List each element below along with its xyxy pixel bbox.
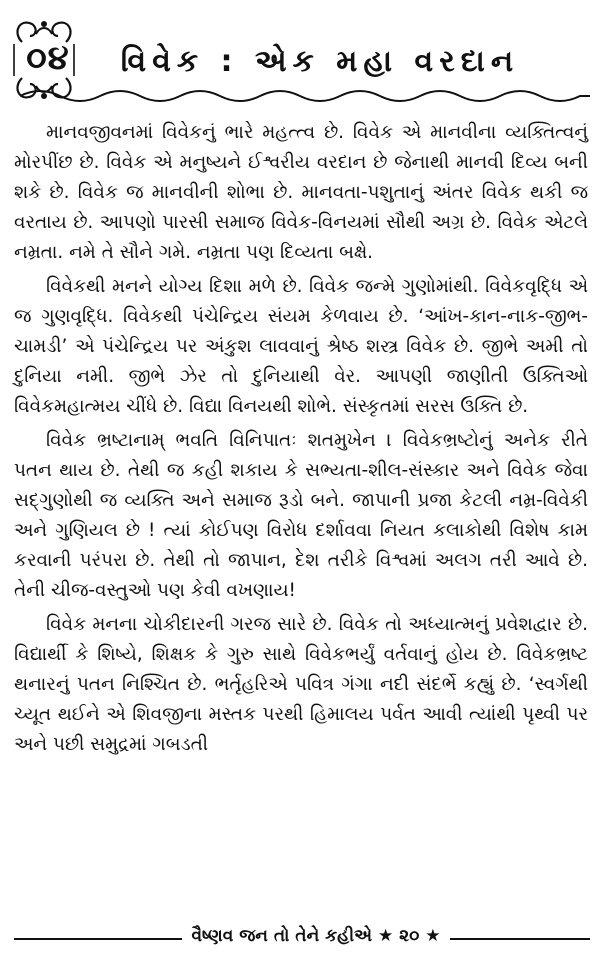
paragraph-1: માનવજીવનમાં વિવેકનું ભારે મહત્ત્વ છે. વિવેક એ માનવીના વ્યક્તિત્વનું મોરપીંછ છે. વિવેક એ મનુષ્યને ઈશ્વરીય વરદાન છે જેનાથી માનવી દિવ્ય બની શકે છે. વિવેક જ માનવીની શોભા છે. માનવતા-પશુતાનું અંતર વિવેક થકી જ વરતાય છે. આપણો પારસી સમાજ વિવેક-વિનયમાં સૌથી અગ્ર છે. વિવેક એટલે નમ્રતા. નમે તે સૌને ગમે. નમ્રતા પણ દિવ્યતા બક્ષે.: [14, 122, 588, 263]
chapter-number: ૦૪: [26, 38, 70, 78]
footer-rule-right: [450, 938, 590, 940]
page-title: વિવેક : એક મહા વરદાન: [120, 44, 520, 79]
chapter-header: [0, 0, 600, 110]
article-body: [14, 118, 588, 764]
page-footer: [0, 924, 600, 954]
wavy-divider-icon: [20, 84, 590, 108]
paragraph-2: વિવેકથી મનને યોગ્ય દિશા મળે છે. વિવેક જન્મે ગુણોમાંથી. વિવેકવૃદ્ધિ એ જ ગુણવૃદ્ધિ. વિવેકથી પંચેન્દ્રિય સંયમ કેળવાય છે. ‘આંખ-કાન-નાક-જીભ-ચામડી’ એ પંચેન્દ્રિય પર અંકુશ લાવવાનું શ્રેષ્ઠ શસ્ત્ર વિવેક છે. જીભે અમી તો દુનિયા નમી. જીભે ઝેર તો દુનિયાથી વેર. આપણી જાણીતી ઉક્તિઓ વિવેકમહાત્મય ચીંધે છે. વિદ્યા વિનયથી શોભે. સંસ્કૃતમાં સરસ ઉક્તિ છે.: [14, 276, 588, 417]
footer-text: વૈષ્ણવ જન તો તેને કહીએ ★ ૨૦ ★: [191, 926, 441, 946]
footer-rule-left: [14, 938, 182, 940]
paragraph-3: વિવેક ભ્રષ્ટાનામ્ ભવતિ વિનિપાતઃ શતમુખેન । વિવેકભ્રષ્ટોનું અનેક રીતે પતન થાય છે. તેથી જ કહી શકાય કે સભ્યતા-શીલ-સંસ્કાર અને વિવેક જેવા સદ્‌ગુણોથી જ વ્યક્તિ અને સમાજ રૂડો બને. જાપાની પ્રજા કેટલી નમ્ર-વિવેકી અને ગુણિયલ છે ! ત્યાં કોઈપણ વિરોધ દર્શાવવા નિયત કલાકોથી વિશેષ કામ કરવાની પરંપરા છે. તેથી તો જાપાન, દેશ તરીકે વિશ્વમાં અલગ તરી આવે છે. તેની ચીજ-વસ્તુઓ પણ કેવી વખણાય!: [14, 430, 588, 601]
paragraph-4: વિવેક મનના ચોકીદારની ગરજ સારે છે. વિવેક તો અધ્યાત્મનું પ્રવેશદ્વાર છે. વિદ્યાર્થી કે શિષ્યે, શિક્ષક કે ગુરુ સાથે વિવેકભર્યું વર્તવાનું હોય છે. વિવેકભ્રષ્ટ થનારનું પતન નિશ્ચિત છે. ભર્તૃહરિએ પવિત્ર ગંગા નદી સંદર્ભે કહ્યું છે. ‘સ્વર્ગથી ચ્યૂત થઈને એ શિવજીના મસ્તક પરથી હિમાલય પર્વત આવી ત્યાંથી પૃથ્વી પર અને પછી સમુદ્રમાં ગબડતી: [14, 614, 588, 755]
